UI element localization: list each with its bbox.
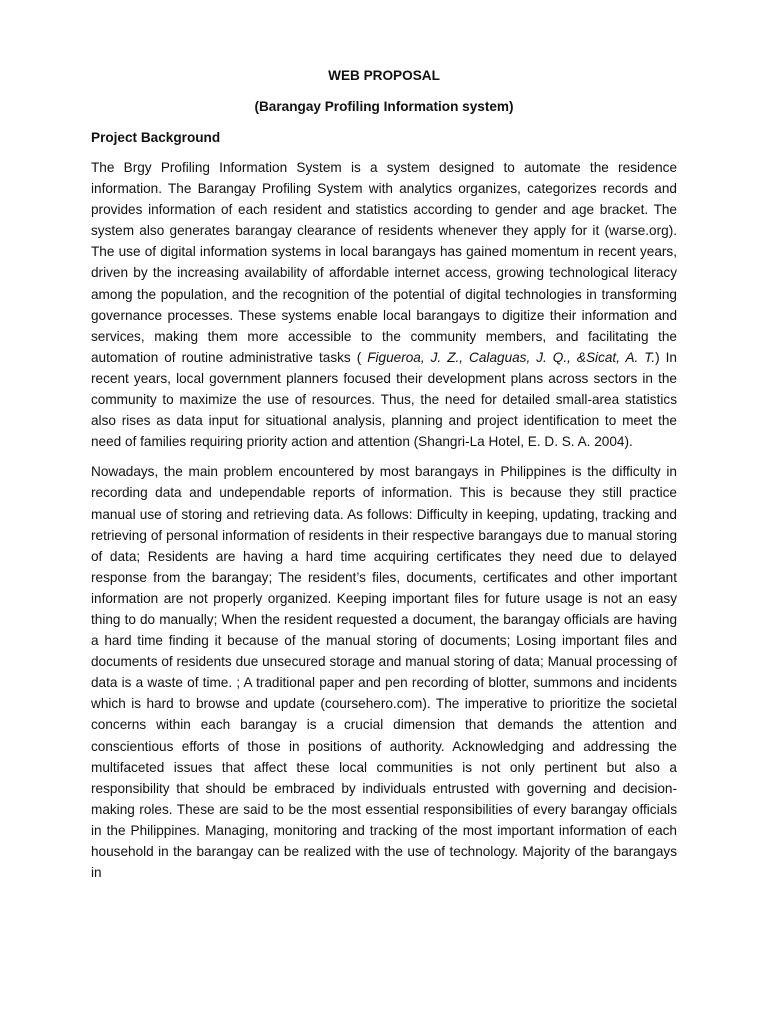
document-title: WEB PROPOSAL bbox=[328, 68, 440, 83]
document-subtitle: (Barangay Profiling Information system) bbox=[254, 99, 514, 114]
paragraph-1-text-continued: ) In recent years, local government planners focused their development plans across sectors in the community to maximize the use of resources. Thus, the need for detailed small-area statistics also rises as data input for situational analysis, planning and project identification to meet the need of families requiring priority action and attention (Shangri-La Hotel, E. D. S. A. 2004). bbox=[91, 349, 677, 450]
paragraph-1-text: The Brgy Profiling Information System is a system designed to automate the residence information. The Barangay Profiling System with analytics organizes, categorizes records and provides information of each resident and statistics according to gender and age bracket. The system also generates barangay clearance of residents whenever they apply for it (warse.org). The use of digital information systems in local barangays has gained momentum in recent years, driven by the increasing availability of affordable internet access, growing technological literacy among the population, and the recognition of the potential of digital technologies in transforming governance processes. These systems enable local barangays to digitize their information and services, making them more accessible to the community members, and facilitating the automation of routine administrative tasks ( bbox=[91, 160, 677, 365]
section-heading: Project Background bbox=[91, 130, 221, 145]
paragraph-2: Nowadays, the main problem encountered by most barangays in Philippines is the difficulty in recording data and undependable reports of information. This is because they still practice manual use of storing and retrieving data. As follows: Difficulty in keeping, updating, tracking and retrieving of personal information of residents in their respective barangays due to manual storing of data; Residents are having a hard time acquiring certificates they need due to delayed response from the barangay; The resident’s files, documents, certificates and other important information are not properly organized. Keeping important files for future usage is not an easy thing to do manually; When the resident requested a document, the barangay officials are having a hard time finding it because of the manual storing of documents; Losing important files and documents of residents due unsecured storage and manual storing of data; Manual processing of data is a waste of time. ; A traditional paper and pen recording of blotter, summons and incidents which is hard to browse and update (coursehero.com). The imperative to prioritize the societal concerns within each barangay is a crucial dimension that demands the attention and conscientious efforts of those in positions of authority. Acknowledging and addressing the multifaceted issues that affect these local communities is not only pertinent but also a responsibility that should be embraced by individuals entrusted with governing and decision-making roles. These are said to be the most essential responsibilities of every barangay officials in the Philippines. Managing, monitoring and tracking of the most important information of each household in the barangay can be realized with the use of technology. Majority of the barangays in bbox=[91, 464, 677, 881]
paragraph-1 bbox=[91, 157, 677, 452]
paragraph-1-citation: Figueroa, J. Z., Calaguas, J. Q., &Sicat, A. T. bbox=[367, 349, 656, 365]
document-page bbox=[91, 66, 677, 892]
